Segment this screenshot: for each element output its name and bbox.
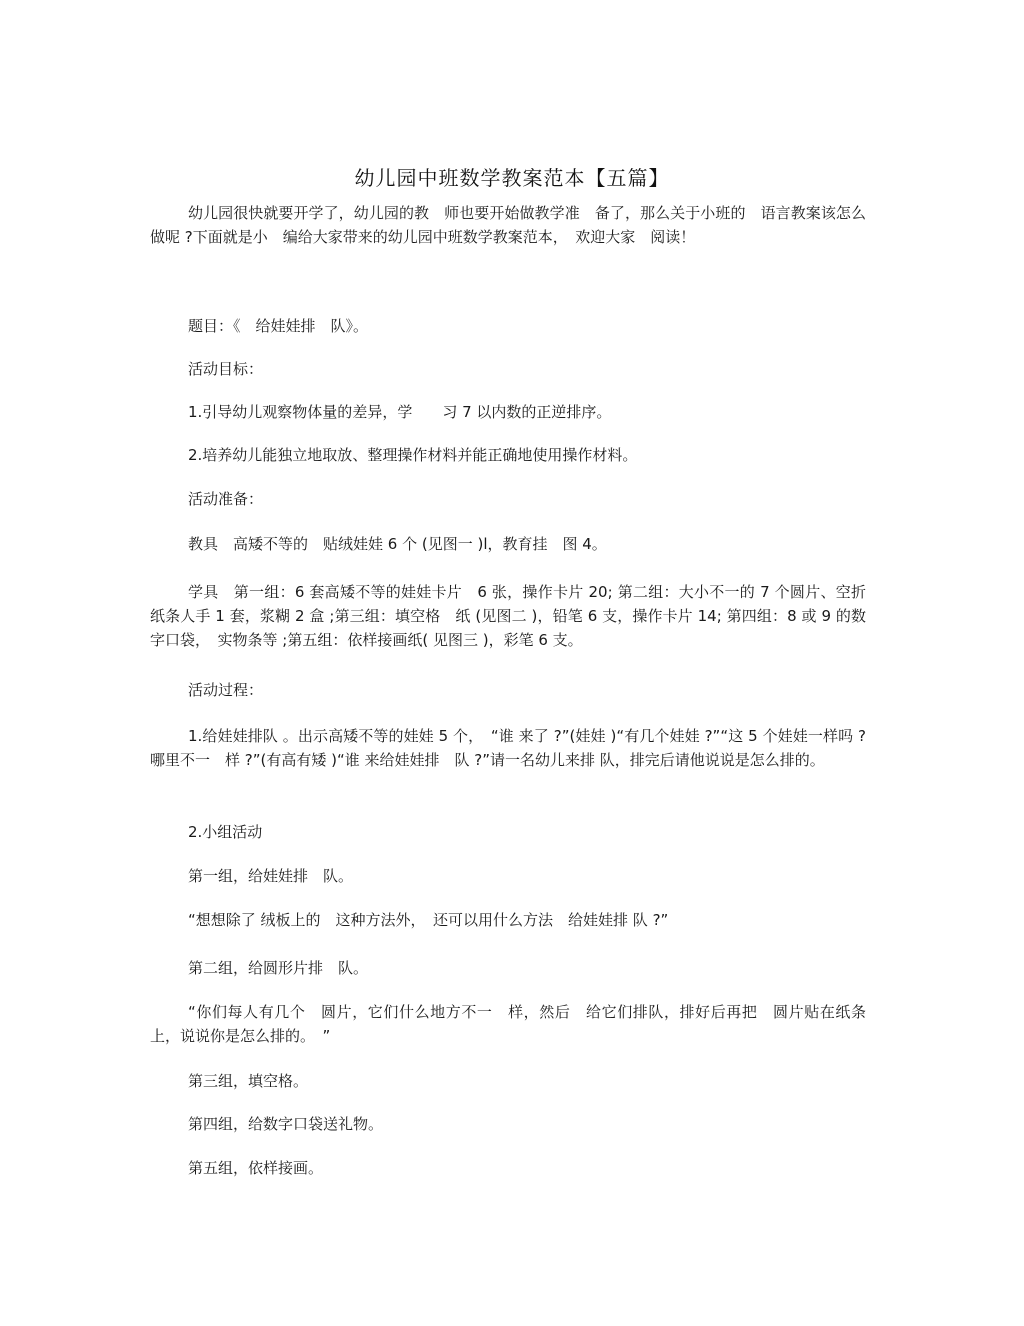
process-heading: 活动过程： xyxy=(188,681,264,699)
group-1-quote: “想想除了 绒板上的 这种方法外， 还可以用什么方法 给娃娃排 队 ?” xyxy=(188,911,669,929)
group-3-line: 第三组，填空格。 xyxy=(188,1072,309,1090)
group-2-line: 第二组，给圆形片排 队。 xyxy=(188,959,369,977)
group-4-line: 第四组，给数字口袋送礼物。 xyxy=(188,1115,384,1133)
prep-heading: 活动准备： xyxy=(188,490,264,508)
document-title: 幼儿园中班数学教案范本【五篇】 xyxy=(354,166,670,190)
goal-item-2: 2.培养幼儿能独立地取放、整理操作材料并能正确地使用操作材料。 xyxy=(188,446,638,464)
group-5-line: 第五组，依样接画。 xyxy=(188,1159,324,1177)
goals-heading: 活动目标： xyxy=(188,360,264,378)
intro-paragraph: 幼儿园很快就要开学了，幼儿园的教 师也要开始做教学准 备了，那么关于小班的 语言教案该怎么做呢 ?下面就是小 编给大家带来的幼儿园中班数学教案范本， 欢迎大家 阅读！ xyxy=(150,204,866,246)
process-step-1-paragraph: 1.给娃娃排队 。出示高矮不等的娃娃 5 个， “谁 来了 ?”(娃娃 )“有几个娃娃 ?”“这 5 个娃娃一样吗 ?哪里不一 样 ?”(有高有矮 )“谁 来给娃娃排 队 ?”请一名幼儿来排 队，排完后请他说说是怎么排的。 xyxy=(150,727,866,769)
group-2-quote: “你们每人有几个 圆片，它们什么地方不一 样，然后 给它们排队，排好后再把 圆片贴在纸条上，说说你是怎么排的。 ” xyxy=(150,1003,866,1045)
prep-teacher-line: 教具 高矮不等的 贴绒娃娃 6 个 (见图一 )l，教育挂 图 4。 xyxy=(188,535,607,553)
topic-line: 题目：《 给娃娃排 队》。 xyxy=(188,317,369,335)
group-1-line: 第一组，给娃娃排 队。 xyxy=(188,867,354,885)
goal-item-1: 1.引导幼儿观察物体量的差异，学 习 7 以内数的正逆排序。 xyxy=(188,403,612,421)
process-step-2-heading: 2.小组活动 xyxy=(188,823,263,841)
prep-students-paragraph: 学具 第一组：6 套高矮不等的娃娃卡片 6 张，操作卡片 20; 第二组：大小不一的 7 个圆片、空折 纸条人手 1 套，浆糊 2 盒 ;第三组：填空格 纸 (见图二 )，铅笔 6 支，操作卡片 14; 第四组：8 或 9 的数字口袋， 实物条等 ;第五组：依样接画纸( 见图三 )，彩笔 6 支。 xyxy=(150,583,882,649)
